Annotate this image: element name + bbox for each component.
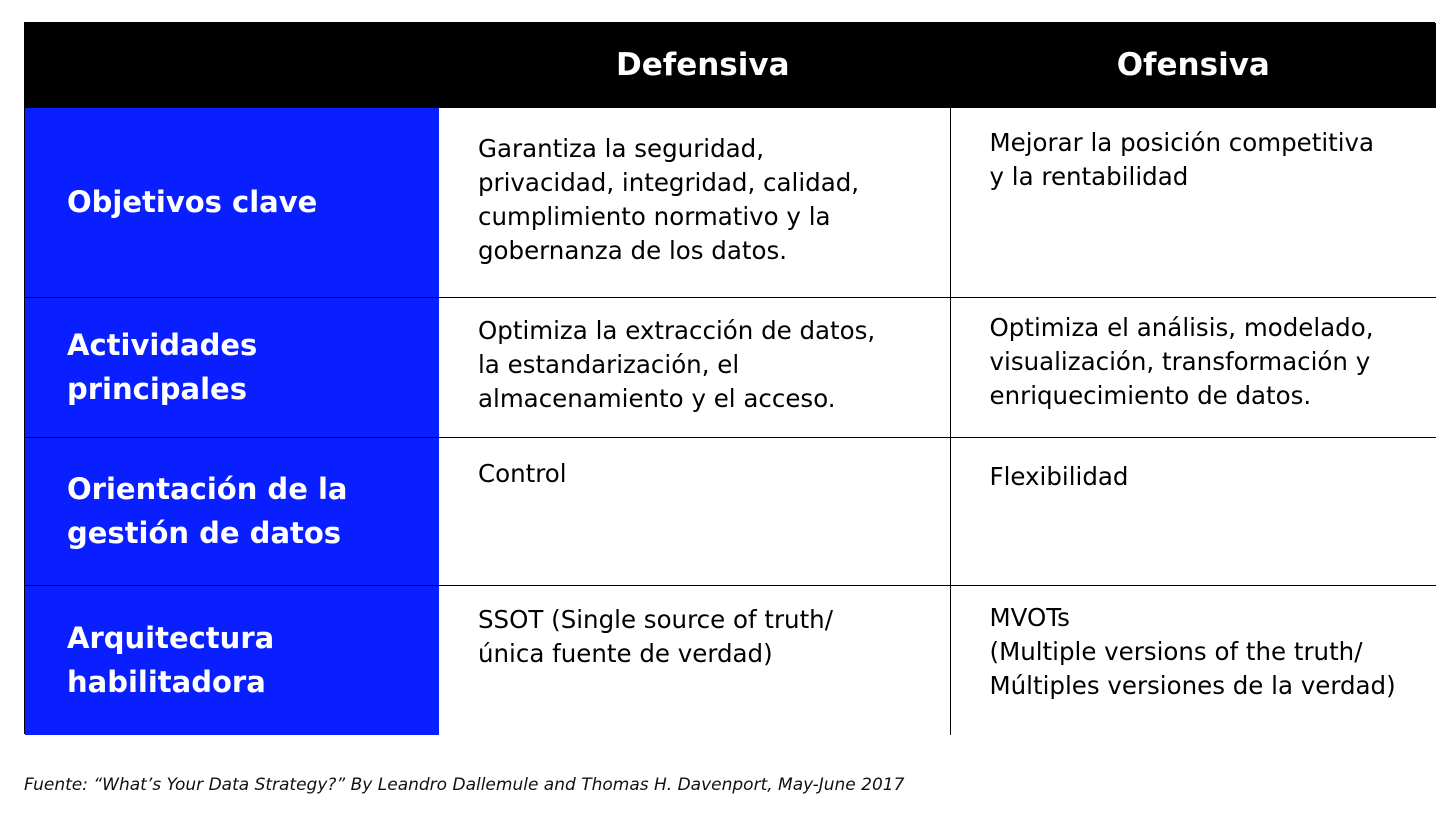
row-label-objectives: Objetivos clave bbox=[25, 107, 439, 297]
cell-defensive: SSOT (Single source of truth/ única fuente de verdad) bbox=[439, 585, 950, 735]
cell-offensive: Flexibilidad bbox=[950, 437, 1436, 585]
table-row bbox=[25, 107, 1436, 297]
cell-offensive: Optimiza el análisis, modelado, visualización, transformación y enriquecimiento de datos. bbox=[950, 297, 1436, 437]
cell-defensive: Control bbox=[439, 437, 950, 585]
table-row bbox=[25, 585, 1436, 735]
row-label-orientation: Orientación de la gestión de datos bbox=[25, 437, 439, 585]
cell-offensive: MVOTs (Multiple versions of the truth/ Múltiples versiones de la verdad) bbox=[950, 585, 1436, 735]
table-row bbox=[25, 297, 1436, 437]
cell-defensive: Optimiza la extracción de datos, la estandarización, el almacenamiento y el acceso. bbox=[439, 297, 950, 437]
header-offensive: Ofensiva bbox=[950, 23, 1436, 107]
table-row bbox=[25, 437, 1436, 585]
row-label-architecture: Arquitectura habilitadora bbox=[25, 585, 439, 735]
comparison-table bbox=[25, 23, 1436, 735]
table-header-row bbox=[25, 23, 1436, 107]
strategy-comparison-table bbox=[24, 22, 1435, 734]
cell-offensive: Mejorar la posición competitiva y la rentabilidad bbox=[950, 107, 1436, 297]
row-label-activities: Actividades principales bbox=[25, 297, 439, 437]
cell-defensive: Garantiza la seguridad, privacidad, integridad, calidad, cumplimiento normativo y la gobernanza de los datos. bbox=[439, 107, 950, 297]
source-citation: Fuente: “What’s Your Data Strategy?” By Leandro Dallemule and Thomas H. Davenport, May-June 2017 bbox=[24, 775, 905, 795]
header-defensive bbox=[25, 23, 950, 107]
header-defensive-label: Defensiva bbox=[615, 46, 790, 83]
